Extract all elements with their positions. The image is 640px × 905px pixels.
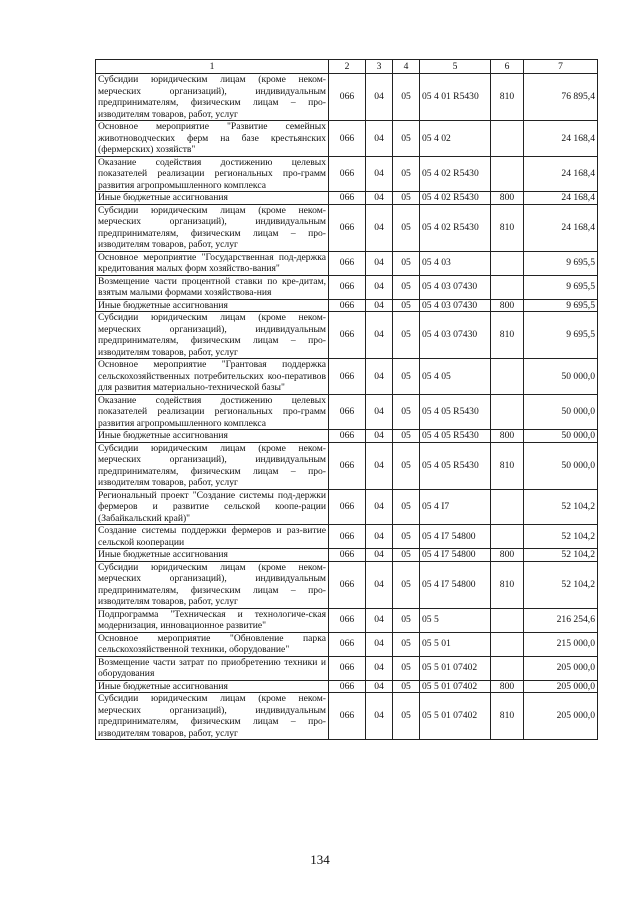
- row-amount-cell: 52 104,2: [524, 489, 598, 525]
- row-target-article-cell: 05 4 I7 54800: [420, 561, 491, 608]
- row-amount-cell: 50 000,0: [524, 394, 598, 430]
- row-subsection-cell: 05: [393, 121, 420, 157]
- row-expense-type-cell: [491, 608, 524, 632]
- row-target-article-cell: 05 4 03 07430: [420, 275, 491, 299]
- row-amount-cell: 52 104,2: [524, 561, 598, 608]
- row-section-cell: 04: [366, 312, 393, 359]
- column-header-6: 6: [491, 60, 524, 74]
- row-section-cell: 04: [366, 299, 393, 312]
- row-section-cell: 04: [366, 549, 393, 562]
- row-amount-cell: 24 168,4: [524, 121, 598, 157]
- row-target-article-cell: 05 5: [420, 608, 491, 632]
- column-header-5: 5: [420, 60, 491, 74]
- table-row: [96, 121, 598, 157]
- table-row: [96, 549, 598, 562]
- row-target-article-cell: 05 4 03: [420, 251, 491, 275]
- row-expense-type-cell: 800: [491, 430, 524, 443]
- row-expense-type-cell: [491, 275, 524, 299]
- row-amount-cell: 24 168,4: [524, 204, 598, 251]
- row-name-cell: Иные бюджетные ассигнования: [96, 192, 329, 205]
- row-ministry-code-cell: 066: [329, 680, 366, 693]
- row-expense-type-cell: 810: [491, 442, 524, 489]
- row-ministry-code-cell: 066: [329, 561, 366, 608]
- row-expense-type-cell: [491, 394, 524, 430]
- row-ministry-code-cell: 066: [329, 430, 366, 443]
- row-ministry-code-cell: 066: [329, 394, 366, 430]
- budget-table: [95, 59, 598, 740]
- row-expense-type-cell: 800: [491, 192, 524, 205]
- row-name-cell: Субсидии юридическим лицам (кроме неком-мерческих организаций), индивидуальным предпринимателям, физическим лицам – про-изводителям товаров, работ, услуг: [96, 561, 329, 608]
- row-name-cell: Основное мероприятие "Развитие семейных животноводческих ферм на базе крестьянских (фермерских) хозяйств": [96, 121, 329, 157]
- table-row: [96, 608, 598, 632]
- row-subsection-cell: 05: [393, 430, 420, 443]
- row-target-article-cell: 05 4 I7: [420, 489, 491, 525]
- column-header-7: 7: [524, 60, 598, 74]
- row-target-article-cell: 05 4 I7 54800: [420, 525, 491, 549]
- row-subsection-cell: 05: [393, 204, 420, 251]
- row-section-cell: 04: [366, 74, 393, 121]
- row-ministry-code-cell: 066: [329, 312, 366, 359]
- row-target-article-cell: 05 4 01 R5430: [420, 74, 491, 121]
- row-ministry-code-cell: 066: [329, 359, 366, 395]
- table-row: [96, 156, 598, 192]
- row-expense-type-cell: [491, 121, 524, 157]
- row-subsection-cell: 05: [393, 156, 420, 192]
- table-row: [96, 299, 598, 312]
- row-subsection-cell: 05: [393, 489, 420, 525]
- row-name-cell: Субсидии юридическим лицам (кроме неком-мерческих организаций), индивидуальным предпринимателям, физическим лицам – про-изводителям товаров, работ, услуг: [96, 74, 329, 121]
- row-ministry-code-cell: 066: [329, 74, 366, 121]
- row-expense-type-cell: 810: [491, 561, 524, 608]
- row-amount-cell: 215 000,0: [524, 632, 598, 656]
- row-amount-cell: 24 168,4: [524, 156, 598, 192]
- row-section-cell: 04: [366, 489, 393, 525]
- row-subsection-cell: 05: [393, 442, 420, 489]
- row-ministry-code-cell: 066: [329, 608, 366, 632]
- row-target-article-cell: 05 4 I7 54800: [420, 549, 491, 562]
- row-section-cell: 04: [366, 525, 393, 549]
- row-amount-cell: 24 168,4: [524, 192, 598, 205]
- row-amount-cell: 50 000,0: [524, 359, 598, 395]
- row-name-cell: Основное мероприятие "Государственная под-держка кредитования малых форм хозяйство-вания": [96, 251, 329, 275]
- row-target-article-cell: 05 4 02 R5430: [420, 192, 491, 205]
- row-name-cell: Иные бюджетные ассигнования: [96, 549, 329, 562]
- column-header-4: 4: [393, 60, 420, 74]
- row-amount-cell: 216 254,6: [524, 608, 598, 632]
- row-subsection-cell: 05: [393, 549, 420, 562]
- row-amount-cell: 9 695,5: [524, 299, 598, 312]
- row-subsection-cell: 05: [393, 192, 420, 205]
- row-subsection-cell: 05: [393, 359, 420, 395]
- row-name-cell: Основное мероприятие "Обновление парка сельскохозяйственной техники, оборудование": [96, 632, 329, 656]
- row-target-article-cell: 05 4 03 07430: [420, 299, 491, 312]
- row-target-article-cell: 05 4 02 R5430: [420, 204, 491, 251]
- row-section-cell: 04: [366, 430, 393, 443]
- column-header-2: 2: [329, 60, 366, 74]
- row-subsection-cell: 05: [393, 275, 420, 299]
- row-ministry-code-cell: 066: [329, 632, 366, 656]
- column-header-3: 3: [366, 60, 393, 74]
- row-subsection-cell: 05: [393, 680, 420, 693]
- table-row: [96, 561, 598, 608]
- row-subsection-cell: 05: [393, 656, 420, 680]
- row-section-cell: 04: [366, 275, 393, 299]
- row-section-cell: 04: [366, 204, 393, 251]
- row-amount-cell: 50 000,0: [524, 442, 598, 489]
- row-subsection-cell: 05: [393, 608, 420, 632]
- row-amount-cell: 205 000,0: [524, 656, 598, 680]
- row-name-cell: Иные бюджетные ассигнования: [96, 430, 329, 443]
- row-expense-type-cell: [491, 156, 524, 192]
- row-section-cell: 04: [366, 121, 393, 157]
- row-ministry-code-cell: 066: [329, 251, 366, 275]
- row-amount-cell: 9 695,5: [524, 275, 598, 299]
- row-section-cell: 04: [366, 693, 393, 740]
- row-name-cell: Иные бюджетные ассигнования: [96, 680, 329, 693]
- row-expense-type-cell: [491, 632, 524, 656]
- row-ministry-code-cell: 066: [329, 299, 366, 312]
- table-row: [96, 312, 598, 359]
- table-row: [96, 525, 598, 549]
- table-row: [96, 275, 598, 299]
- row-ministry-code-cell: 066: [329, 693, 366, 740]
- row-expense-type-cell: 810: [491, 693, 524, 740]
- row-subsection-cell: 05: [393, 632, 420, 656]
- row-name-cell: Основное мероприятие "Грантовая поддержка сельскохозяйственных потребительских коо-перативов для развития материально-технической базы": [96, 359, 329, 395]
- table-row: [96, 656, 598, 680]
- row-section-cell: 04: [366, 359, 393, 395]
- row-expense-type-cell: 800: [491, 299, 524, 312]
- row-name-cell: Региональный проект "Создание системы под-держки фермеров и развитие сельской коопе-рации (Забайкальский край)": [96, 489, 329, 525]
- row-subsection-cell: 05: [393, 561, 420, 608]
- row-subsection-cell: 05: [393, 394, 420, 430]
- row-section-cell: 04: [366, 680, 393, 693]
- table-row: [96, 680, 598, 693]
- table-row: [96, 430, 598, 443]
- row-name-cell: Возмещение части затрат по приобретению техники и оборудования: [96, 656, 329, 680]
- table-row: [96, 394, 598, 430]
- row-ministry-code-cell: 066: [329, 192, 366, 205]
- row-subsection-cell: 05: [393, 312, 420, 359]
- row-expense-type-cell: 810: [491, 312, 524, 359]
- table-row: [96, 632, 598, 656]
- row-name-cell: Субсидии юридическим лицам (кроме неком-мерческих организаций), индивидуальным предпринимателям, физическим лицам – про-изводителям товаров, работ, услуг: [96, 312, 329, 359]
- row-expense-type-cell: [491, 359, 524, 395]
- row-target-article-cell: 05 5 01: [420, 632, 491, 656]
- row-target-article-cell: 05 4 03 07430: [420, 312, 491, 359]
- row-name-cell: Возмещение части процентной ставки по кре-дитам, взятым малыми формами хозяйствова-ния: [96, 275, 329, 299]
- row-expense-type-cell: [491, 251, 524, 275]
- row-name-cell: Субсидии юридическим лицам (кроме неком-мерческих организаций), индивидуальным предпринимателям, физическим лицам – про-изводителям товаров, работ, услуг: [96, 204, 329, 251]
- row-name-cell: Субсидии юридическим лицам (кроме неком-мерческих организаций), индивидуальным предпринимателям, физическим лицам – про-изводителям товаров, работ, услуг: [96, 693, 329, 740]
- table-row: [96, 442, 598, 489]
- row-target-article-cell: 05 4 02 R5430: [420, 156, 491, 192]
- table-body: [96, 74, 598, 740]
- row-name-cell: Иные бюджетные ассигнования: [96, 299, 329, 312]
- table-row: [96, 74, 598, 121]
- row-target-article-cell: 05 5 01 07402: [420, 693, 491, 740]
- row-ministry-code-cell: 066: [329, 442, 366, 489]
- row-section-cell: 04: [366, 442, 393, 489]
- row-section-cell: 04: [366, 561, 393, 608]
- column-header-1: 1: [96, 60, 329, 74]
- row-section-cell: 04: [366, 608, 393, 632]
- row-section-cell: 04: [366, 192, 393, 205]
- row-subsection-cell: 05: [393, 299, 420, 312]
- row-section-cell: 04: [366, 656, 393, 680]
- row-amount-cell: 9 695,5: [524, 251, 598, 275]
- row-amount-cell: 50 000,0: [524, 430, 598, 443]
- row-ministry-code-cell: 066: [329, 204, 366, 251]
- row-amount-cell: 205 000,0: [524, 680, 598, 693]
- row-expense-type-cell: 800: [491, 680, 524, 693]
- row-target-article-cell: 05 4 02: [420, 121, 491, 157]
- row-ministry-code-cell: 066: [329, 656, 366, 680]
- row-expense-type-cell: 810: [491, 204, 524, 251]
- row-name-cell: Субсидии юридическим лицам (кроме неком-мерческих организаций), индивидуальным предпринимателям, физическим лицам – про-изводителям товаров, работ, услуг: [96, 442, 329, 489]
- row-amount-cell: 9 695,5: [524, 312, 598, 359]
- row-ministry-code-cell: 066: [329, 121, 366, 157]
- row-expense-type-cell: [491, 525, 524, 549]
- row-target-article-cell: 05 4 05 R5430: [420, 442, 491, 489]
- row-target-article-cell: 05 4 05 R5430: [420, 394, 491, 430]
- table-row: [96, 359, 598, 395]
- row-subsection-cell: 05: [393, 74, 420, 121]
- row-target-article-cell: 05 5 01 07402: [420, 680, 491, 693]
- page-number: 134: [310, 852, 330, 867]
- row-section-cell: 04: [366, 251, 393, 275]
- row-amount-cell: 76 895,4: [524, 74, 598, 121]
- row-subsection-cell: 05: [393, 525, 420, 549]
- row-section-cell: 04: [366, 156, 393, 192]
- row-name-cell: Оказание содействия достижению целевых показателей реализации региональных про-грамм развития агропромышленного комплекса: [96, 394, 329, 430]
- row-subsection-cell: 05: [393, 693, 420, 740]
- row-expense-type-cell: [491, 656, 524, 680]
- row-ministry-code-cell: 066: [329, 489, 366, 525]
- row-section-cell: 04: [366, 394, 393, 430]
- row-expense-type-cell: 800: [491, 549, 524, 562]
- row-target-article-cell: 05 4 05 R5430: [420, 430, 491, 443]
- row-amount-cell: 52 104,2: [524, 549, 598, 562]
- row-target-article-cell: 05 5 01 07402: [420, 656, 491, 680]
- table-row: [96, 251, 598, 275]
- table-row: [96, 204, 598, 251]
- row-name-cell: Оказание содействия достижению целевых показателей реализации региональных про-грамм развития агропромышленного комплекса: [96, 156, 329, 192]
- row-expense-type-cell: [491, 489, 524, 525]
- row-ministry-code-cell: 066: [329, 275, 366, 299]
- row-section-cell: 04: [366, 632, 393, 656]
- row-name-cell: Создание системы поддержки фермеров и раз-витие сельской кооперации: [96, 525, 329, 549]
- table-header-row: [96, 60, 598, 74]
- row-ministry-code-cell: 066: [329, 156, 366, 192]
- table-row: [96, 192, 598, 205]
- row-ministry-code-cell: 066: [329, 549, 366, 562]
- table-row: [96, 693, 598, 740]
- row-amount-cell: 205 000,0: [524, 693, 598, 740]
- row-expense-type-cell: 810: [491, 74, 524, 121]
- row-amount-cell: 52 104,2: [524, 525, 598, 549]
- row-name-cell: Подпрограмма "Техническая и технологиче-ская модернизация, инновационное развитие": [96, 608, 329, 632]
- row-ministry-code-cell: 066: [329, 525, 366, 549]
- table-row: [96, 489, 598, 525]
- row-subsection-cell: 05: [393, 251, 420, 275]
- row-target-article-cell: 05 4 05: [420, 359, 491, 395]
